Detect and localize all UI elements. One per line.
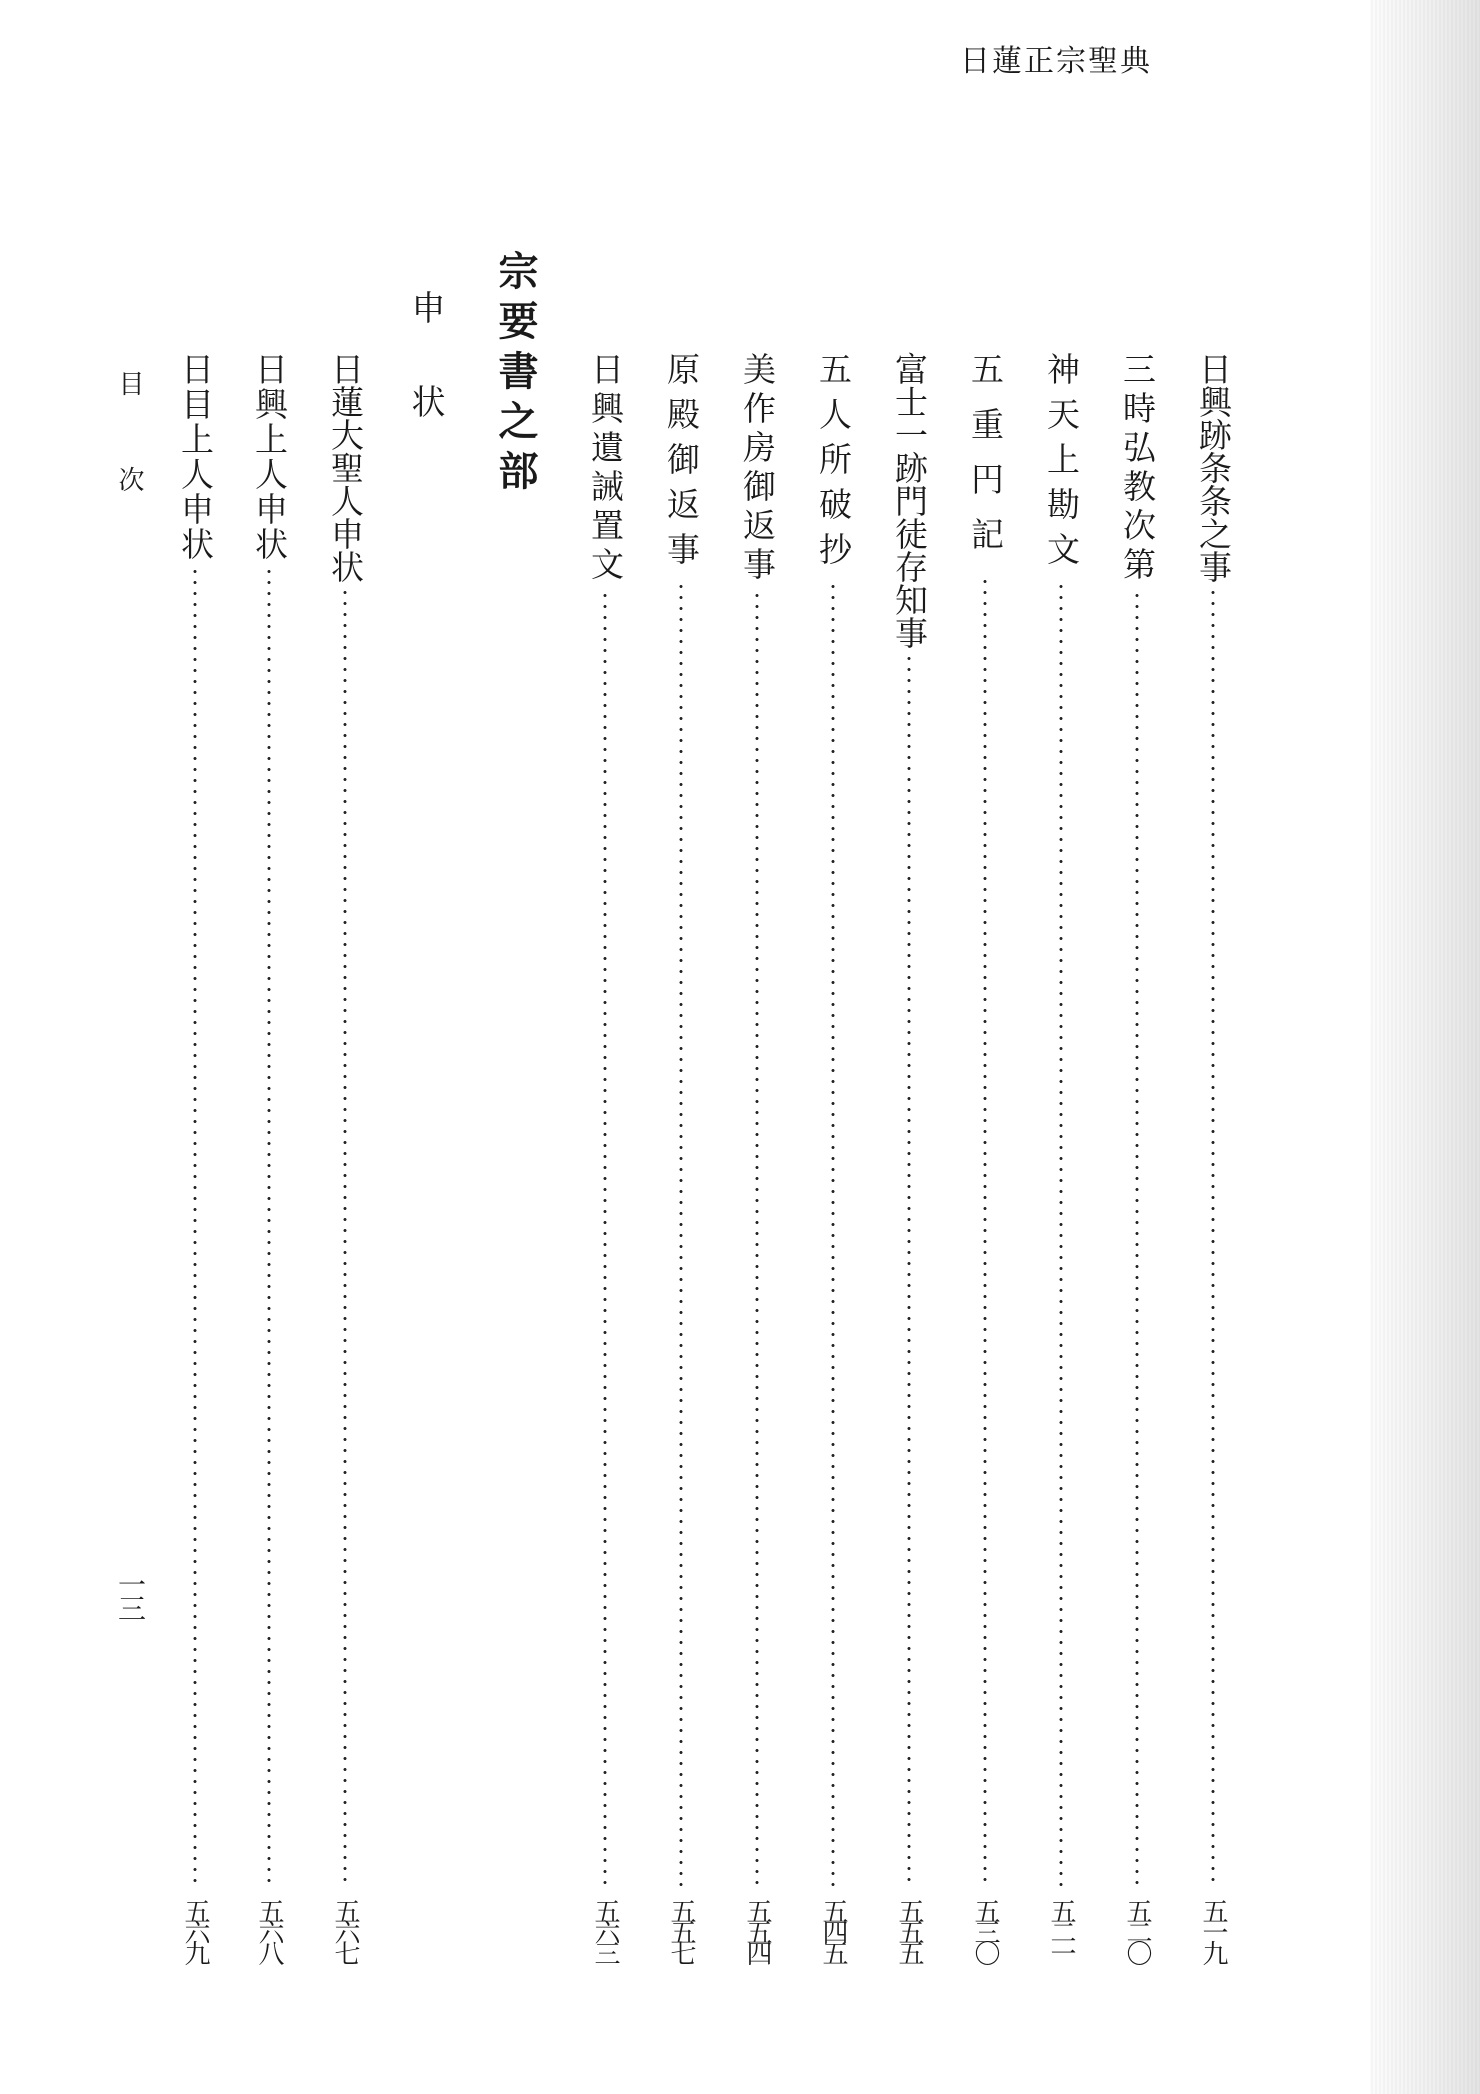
- dot-leader: [1135, 590, 1139, 1886]
- running-head: 日蓮正宗聖典: [960, 44, 1152, 79]
- toc-entry-title: 五人所破抄: [814, 352, 853, 577]
- toc-entry[interactable]: [734, 352, 780, 1972]
- toc-entry[interactable]: [582, 352, 628, 1972]
- book-page-edge: [1370, 0, 1480, 2094]
- dot-leader: [267, 566, 271, 1886]
- toc-entry-title: 日蓮大聖人申状: [326, 352, 365, 583]
- toc-entry[interactable]: [172, 352, 218, 1972]
- toc-entry[interactable]: [886, 352, 932, 1972]
- toc-entry-title: 日目上人申状: [176, 352, 215, 562]
- toc-entry-title: 神天上勘文: [1042, 352, 1081, 577]
- toc-entry[interactable]: [1114, 352, 1160, 1972]
- toc-entry-title: 日興跡条条之事: [1194, 352, 1233, 583]
- footer-label: 目次: [114, 370, 144, 562]
- toc-entry-page: 五五五: [894, 1898, 924, 1961]
- page-number: 一三: [114, 1570, 147, 1618]
- toc-entry-title: 日興上人申状: [250, 352, 289, 562]
- toc-entry-title: 日興遺誡置文: [586, 352, 625, 586]
- dot-leader: [343, 587, 347, 1886]
- toc-entry-title: 富士一跡門徒存知事: [890, 352, 929, 649]
- dot-leader: [1059, 581, 1063, 1886]
- toc-entry[interactable]: [1190, 352, 1236, 1972]
- toc-entry-page: 五六八: [254, 1898, 284, 1961]
- toc-entry-page: 五六七: [330, 1898, 360, 1961]
- toc-entry[interactable]: [322, 352, 368, 1972]
- toc-entry-page: 五一九: [1198, 1898, 1228, 1961]
- toc-entry-page: 五六九: [180, 1898, 210, 1961]
- toc-entry-title: 原殿御返事: [662, 352, 701, 577]
- dot-leader: [907, 653, 911, 1886]
- toc-entry[interactable]: [810, 352, 856, 1972]
- toc-entry-page: 五三〇: [970, 1898, 1000, 1961]
- toc-entry[interactable]: [962, 352, 1008, 1972]
- toc-entry[interactable]: [658, 352, 704, 1972]
- dot-leader: [755, 590, 759, 1886]
- toc-entry-title: 三時弘教次第: [1118, 352, 1157, 586]
- section-heading: 宗要書之部: [492, 250, 538, 500]
- dot-leader: [831, 581, 835, 1886]
- dot-leader: [603, 590, 607, 1886]
- toc-entry-title: 美作房御返事: [738, 352, 777, 586]
- toc-entry-page: 五四五: [818, 1898, 848, 1961]
- dot-leader: [983, 576, 987, 1886]
- toc-entry-page: 五五七: [666, 1898, 696, 1961]
- dot-leader: [193, 566, 197, 1886]
- dot-leader: [1211, 587, 1215, 1886]
- toc-entry-page: 五二〇: [1122, 1898, 1152, 1961]
- dot-leader: [679, 581, 683, 1886]
- toc-entry-page: 五二一: [1046, 1898, 1076, 1961]
- toc-entry[interactable]: [1038, 352, 1084, 1972]
- toc-entry-title: 五重円記: [966, 352, 1005, 572]
- subsection-heading: 申状: [405, 290, 445, 478]
- toc-entry[interactable]: [246, 352, 292, 1972]
- toc-entry-page: 五六三: [590, 1898, 620, 1961]
- toc-entry-page: 五五四: [742, 1898, 772, 1961]
